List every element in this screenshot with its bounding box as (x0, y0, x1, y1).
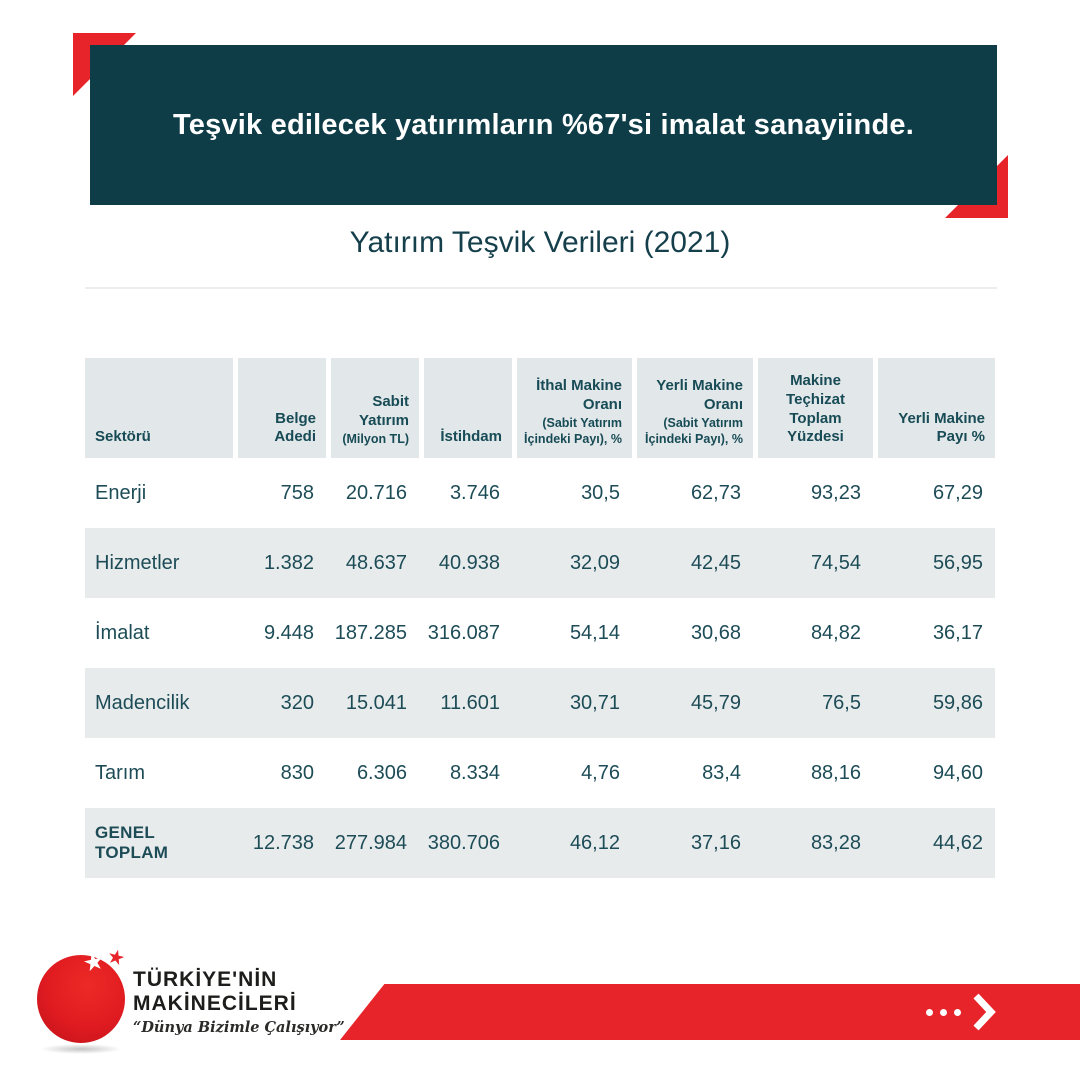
column-header-subline: (Sabit Yatırım (663, 415, 743, 430)
column-header-subline: İçindeki Payı), % (524, 431, 622, 446)
cell-value: 83,28 (810, 831, 861, 854)
column-header-sektoru (85, 358, 233, 458)
cell-value: 54,14 (569, 621, 620, 644)
sector-label: Tarım (95, 761, 145, 784)
table-row (85, 528, 995, 598)
cell-value: 40.938 (438, 551, 500, 574)
cell-value: 76,5 (822, 691, 861, 714)
cell-value: 59,86 (932, 691, 983, 714)
table-row (85, 598, 995, 668)
brand-logo-text (133, 968, 345, 1036)
chevron-right-icon (972, 992, 996, 1032)
headline-banner (90, 45, 997, 205)
brand-name-line2: MAKİNECİLERİ (133, 991, 297, 1015)
brand-name-line1: TÜRKİYE'NİN (133, 968, 278, 991)
sector-label: Hizmetler (95, 551, 180, 574)
cell-value: 42,45 (690, 551, 741, 574)
table-header-row (85, 358, 995, 458)
cell-value: 380.706 (427, 831, 500, 854)
column-header-yerli-makine-orani (637, 358, 753, 458)
column-header-line: Payı % (936, 428, 985, 446)
sector-label: GENEL TOPLAM (95, 823, 169, 862)
brand-tagline: “Dünya Bizimle Çalışıyor” (133, 1019, 345, 1037)
sector-label: İmalat (95, 621, 150, 644)
column-header-line: Oranı (703, 395, 743, 413)
cell-value: 1.382 (263, 551, 314, 574)
cell-value: 320 (280, 691, 314, 714)
dots-arrow-icon (926, 992, 996, 1032)
cell-value: 36,17 (932, 621, 983, 644)
column-header-belge-adedi (238, 358, 326, 458)
dot-icon (926, 1009, 933, 1016)
cell-value: 30,68 (690, 621, 741, 644)
cell-value: 830 (280, 761, 314, 784)
column-header-line: Toplam Yüzdesi (787, 409, 844, 446)
cta-banner[interactable] (340, 984, 1080, 1040)
title-divider (85, 287, 997, 289)
headline-text: Teşvik edilecek yatırımların %67'si imalat sanayiinde. (173, 108, 914, 141)
cell-value: 187.285 (334, 621, 407, 644)
page-title: Yatırım Teşvik Verileri (2021) (349, 226, 731, 259)
cell-value: 20.716 (345, 481, 407, 504)
cell-value: 45,79 (690, 691, 741, 714)
table-row (85, 458, 995, 528)
table-total-row (85, 808, 995, 878)
cell-value: 316.087 (427, 621, 500, 644)
small-star-icon: ★ (104, 945, 128, 971)
sector-label: Enerji (95, 481, 147, 504)
cell-value: 12.738 (252, 831, 314, 854)
data-table (85, 358, 995, 878)
column-header-line: Sektörü (95, 428, 151, 446)
cell-value: 37,16 (690, 831, 741, 854)
cell-value: 48.637 (345, 551, 407, 574)
cell-value: 30,5 (581, 481, 620, 504)
cell-value: 83,4 (702, 761, 741, 784)
column-header-line: Belge (275, 409, 316, 427)
column-header-line: Yatırım (358, 412, 409, 429)
column-header-line: İthal Makine (536, 377, 622, 394)
cell-value: 46,12 (569, 831, 620, 854)
column-header-line: Makine Teçhizat (786, 372, 845, 408)
column-header-ithal-makine-orani (517, 358, 632, 458)
cell-value: 44,62 (932, 831, 983, 854)
column-header-makine-techizat (758, 358, 873, 458)
column-header-sabit-yatirim (331, 358, 419, 458)
dot-icon (954, 1009, 961, 1016)
column-header-subline: (Milyon TL) (342, 431, 409, 446)
column-header-subline: İçindeki Payı), % (645, 431, 743, 446)
sector-label: Madencilik (95, 691, 190, 714)
logo-shadow (40, 1044, 122, 1054)
column-header-line: Oranı (582, 395, 622, 413)
cell-value: 62,73 (690, 481, 741, 504)
cell-value: 67,29 (932, 481, 983, 504)
column-header-line: Yerli Makine (898, 409, 985, 427)
table-row (85, 668, 995, 738)
dot-icon (940, 1009, 947, 1016)
cell-value: 758 (280, 481, 314, 504)
cell-value: 11.601 (440, 691, 500, 714)
cell-value: 94,60 (932, 761, 983, 784)
cell-value: 93,23 (810, 481, 861, 504)
cell-value: 74,54 (810, 551, 861, 574)
cell-value: 88,16 (810, 761, 861, 784)
cell-value: 56,95 (932, 551, 983, 574)
column-header-line: Sabit (372, 393, 409, 411)
cell-value: 32,09 (569, 551, 620, 574)
column-header-yerli-makine-payi (878, 358, 995, 458)
column-header-line: İstihdam (440, 428, 502, 446)
cell-value: 30,71 (569, 691, 620, 714)
cell-value: 9.448 (263, 621, 314, 644)
column-header-istihdam (424, 358, 512, 458)
star-icon: ★ (80, 947, 107, 978)
table-body (85, 458, 995, 878)
column-header-line: Yerli Makine (656, 377, 743, 394)
cell-value: 15.041 (345, 691, 407, 714)
table-row (85, 738, 995, 808)
cell-value: 6.306 (356, 761, 407, 784)
cell-value: 3.746 (449, 481, 500, 504)
cell-value: 8.334 (449, 761, 500, 784)
column-header-line: Adedi (274, 428, 316, 446)
cell-value: 277.984 (334, 831, 407, 854)
cell-value: 84,82 (810, 621, 861, 644)
column-header-subline: (Sabit Yatırım (542, 415, 622, 430)
cell-value: 4,76 (581, 761, 620, 784)
